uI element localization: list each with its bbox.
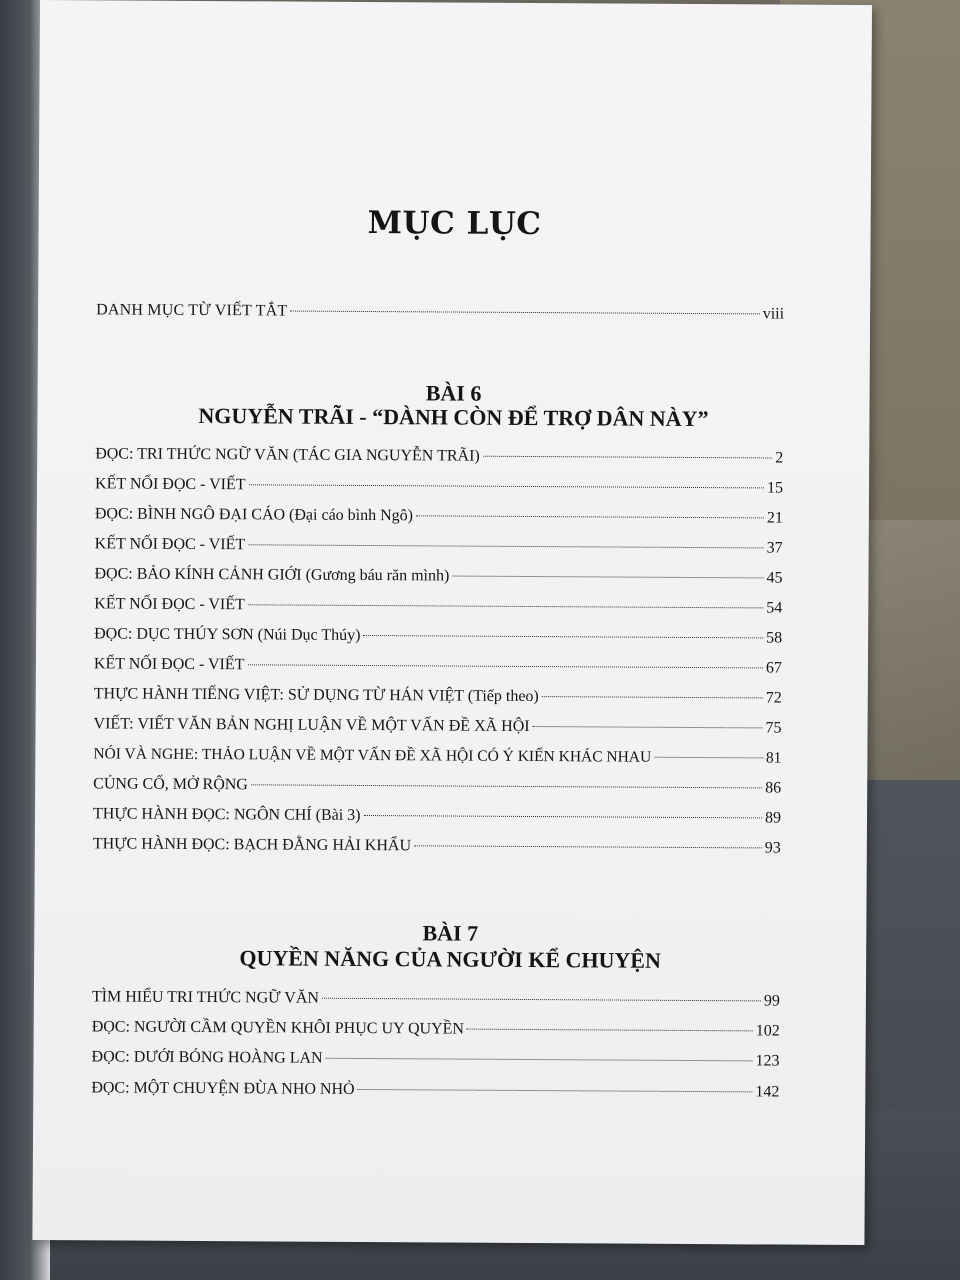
toc-entry-page: 15 [766, 479, 784, 497]
toc-entry [94, 653, 782, 679]
toc-entry-label: KẾT NỐI ĐỌC - VIẾT [94, 535, 246, 554]
page-title: MỤC LỤC [367, 205, 542, 243]
dot-leader [542, 695, 763, 698]
toc-entry-label: VIẾT: VIẾT VĂN BẢN NGHỊ LUẬN VỀ MỘT VẤN ĐỀ XÃ HỘI [93, 715, 530, 736]
toc-entry-label: ĐỌC: MỘT CHUYỆN ĐÙA NHO NHỎ [91, 1079, 355, 1098]
section-heading: QUYỀN NĂNG CỦA NGƯỜI KỂ CHUYỆN [239, 945, 661, 973]
dot-leader [248, 603, 764, 608]
section-lesson-number: BÀI 6 [425, 380, 482, 406]
toc-entry-label: ĐỌC: BẢO KÍNH CẢNH GIỚI (Gương báu răn mình) [94, 565, 450, 585]
toc-entry-label: THỰC HÀNH TIẾNG VIỆT: SỬ DỤNG TỪ HÁN VIỆT (Tiếp theo) [93, 685, 539, 706]
toc-entry-label: KẾT NỐI ĐỌC - VIẾT [94, 595, 245, 614]
toc-entry [95, 443, 783, 469]
dot-leader [249, 483, 765, 488]
toc-entry-page: 93 [764, 839, 781, 857]
toc-entry-page: 72 [765, 689, 782, 707]
toc-entry-label: KẾT NỐI ĐỌC - VIẾT [94, 475, 246, 494]
dot-leader [251, 783, 762, 788]
toc-entry-front [96, 299, 784, 325]
dot-leader [358, 1088, 753, 1092]
toc-entry [95, 533, 783, 559]
toc-entry-page: 89 [764, 809, 782, 827]
toc-entry [93, 773, 781, 799]
toc-entry-page: 99 [763, 992, 780, 1010]
toc-entry-label: TÌM HIỂU TRI THỨC NGỮ VĂN [91, 988, 320, 1007]
toc-entry-page: 86 [765, 779, 782, 797]
toc-entry-page: 37 [766, 539, 783, 557]
dot-leader [416, 514, 764, 518]
toc-entry [94, 593, 782, 619]
toc-entry-page: viii [762, 305, 785, 323]
toc-entry [93, 743, 781, 769]
toc-entry-page: 75 [765, 719, 782, 737]
toc-entry-page: 81 [765, 749, 782, 767]
dot-leader [248, 543, 764, 548]
toc-entry-page: 67 [765, 659, 782, 677]
toc-entry [93, 803, 781, 829]
toc-entry-label: CỦNG CỐ, MỞ RỘNG [93, 775, 248, 794]
section-heading: NGUYỄN TRÃI - “DÀNH CÒN ĐỂ TRỢ DÂN NÀY” [198, 402, 709, 432]
toc-entry [95, 473, 783, 499]
toc-entry [91, 1046, 779, 1072]
toc-entry-label: ĐỌC: DƯỚI BÓNG HOÀNG LAN [91, 1048, 323, 1067]
dot-leader [364, 814, 762, 818]
toc-entry [95, 503, 783, 529]
toc-entry-label: KẾT NỐI ĐỌC - VIẾT [93, 655, 245, 674]
toc-entry-label: ĐỌC: NGƯỜI CẦM QUYỀN KHÔI PHỤC UY QUYỀN [91, 1018, 465, 1038]
toc-entry [93, 833, 781, 859]
dot-leader [533, 725, 763, 728]
toc-entry [92, 986, 780, 1012]
toc-entry [94, 563, 782, 589]
section-lesson-number: BÀI 7 [422, 920, 479, 946]
toc-entry [94, 683, 782, 709]
dot-leader [414, 844, 762, 848]
toc-entry-page: 45 [766, 569, 783, 587]
toc-entry-label: THỰC HÀNH ĐỌC: BẠCH ĐẰNG HẢI KHẨU [92, 835, 412, 855]
table-of-contents [32, 0, 872, 1245]
toc-entry [94, 623, 782, 649]
toc-entry [92, 1016, 780, 1042]
book-page [32, 0, 872, 1245]
dot-leader [290, 310, 759, 315]
dot-leader [452, 575, 763, 579]
dot-leader [483, 455, 772, 459]
toc-entry-label: NÓI VÀ NGHE: THẢO LUẬN VỀ MỘT VẤN ĐỀ XÃ HỘI CÓ Ý KIẾN KHÁC NHAU [93, 745, 652, 766]
toc-entry-page: 2 [775, 449, 784, 467]
toc-entry [94, 713, 782, 739]
toc-entry-page: 123 [755, 1052, 780, 1070]
toc-entry-label: ĐỌC: DỤC THÚY SƠN (Núi Dục Thúy) [94, 625, 361, 644]
toc-entry-label: DANH MỤC TỪ VIẾT TẮT [96, 301, 288, 320]
dot-leader [467, 1028, 753, 1032]
dot-leader [654, 756, 763, 759]
toc-entry-page: 102 [755, 1022, 780, 1040]
toc-entry-page: 58 [766, 629, 783, 647]
toc-entry-page: 21 [766, 509, 783, 527]
toc-entry-label: ĐỌC: TRI THỨC NGỮ VĂN (TÁC GIA NGUYỄN TRÃI) [95, 445, 480, 465]
toc-entry [91, 1077, 779, 1103]
toc-entry-label: ĐỌC: BÌNH NGÔ ĐẠI CÁO (Đại cáo bình Ngô) [94, 505, 414, 525]
toc-entry-page: 142 [755, 1083, 780, 1101]
dot-leader [322, 997, 761, 1002]
dot-leader [326, 1057, 753, 1062]
dot-leader [363, 634, 763, 638]
dot-leader [247, 663, 763, 668]
toc-entry-label: THỰC HÀNH ĐỌC: NGÔN CHÍ (Bài 3) [92, 805, 361, 824]
toc-entry-page: 54 [766, 599, 783, 617]
